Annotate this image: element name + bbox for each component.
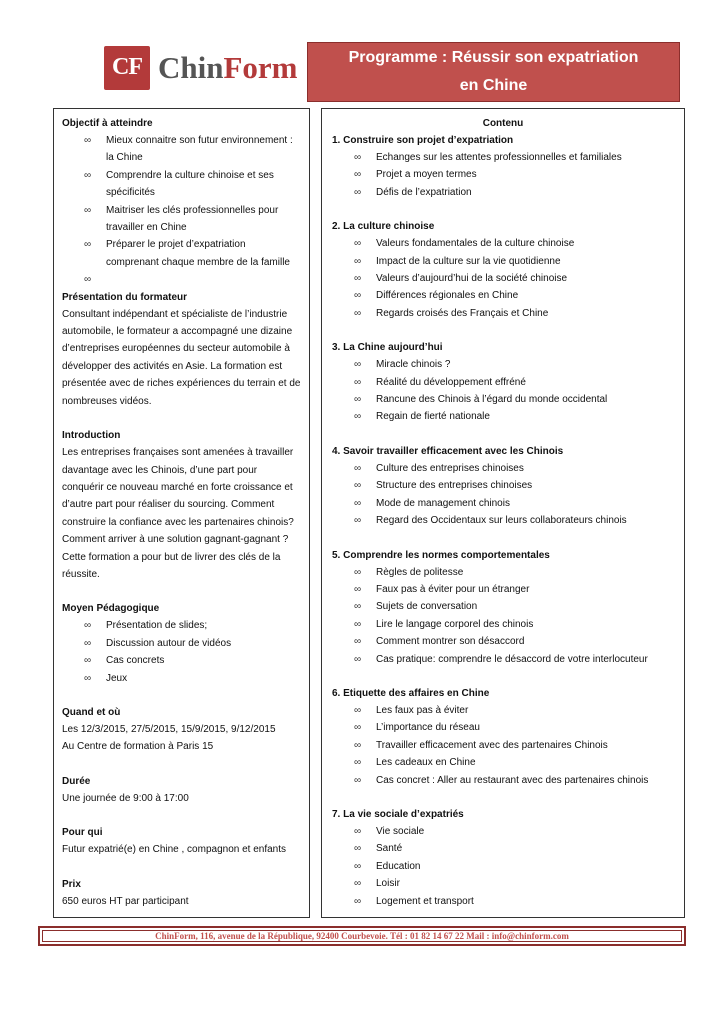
bullet-icon: ∞ <box>354 359 362 371</box>
list-item: ∞ Valeurs d’aujourd’hui de la société chinoise <box>332 270 674 287</box>
section-title: 2. La culture chinoise <box>332 221 435 233</box>
list-item: ∞ Travailler efficacement avec des partenaires Chinois <box>332 737 674 754</box>
list-item: ∞ Présentation de slides; <box>62 617 301 634</box>
list-item: ∞ Miracle chinois ? <box>332 356 674 373</box>
list-item: ∞ Santé <box>332 840 674 857</box>
list-item <box>62 271 301 288</box>
list-item: ∞ Les faux pas à éviter <box>332 702 674 719</box>
bullet-icon: ∞ <box>354 394 362 406</box>
list-item: ∞ Cas concret : Aller au restaurant avec des partenaires chinois <box>332 772 674 789</box>
bullet-icon: ∞ <box>354 376 362 388</box>
section-title: 7. La vie sociale d’expatriés <box>332 808 464 820</box>
list-item: ∞ Jeux <box>62 670 301 687</box>
bullet-icon: ∞ <box>354 480 362 492</box>
prix-text: 650 euros HT par participant <box>62 895 189 907</box>
bullet-icon: ∞ <box>84 655 92 667</box>
quand-heading: Quand et où <box>62 706 121 718</box>
bullet-icon: ∞ <box>354 618 362 630</box>
list-item: ∞ Valeurs fondamentales de la culture chinoise <box>332 235 674 252</box>
pourqui-heading: Pour qui <box>62 827 103 839</box>
bullet-icon: ∞ <box>354 722 362 734</box>
bullet-icon: ∞ <box>354 169 362 181</box>
list-item: ∞ Préparer le projet d’expatriation comprenant chaque membre de la famille <box>62 236 301 271</box>
bullet-icon: ∞ <box>84 620 92 632</box>
logo-name <box>158 50 298 86</box>
list-item: ∞ Cas concrets <box>62 652 301 669</box>
right-panel <box>321 108 685 918</box>
introduction-heading: Introduction <box>62 430 121 442</box>
contenu-heading: Contenu <box>482 118 524 129</box>
list-item: ∞ Comprendre la culture chinoise et ses spécificités <box>62 167 301 202</box>
quand-lieu: Au Centre de formation à Paris 15 <box>62 741 214 753</box>
logo <box>104 45 298 90</box>
bullet-icon: ∞ <box>354 583 362 595</box>
bullet-icon: ∞ <box>354 653 362 665</box>
list-item: ∞ Education <box>332 858 674 875</box>
list-item: ∞ Maitriser les clés professionnelles pour travailler en Chine <box>62 202 301 237</box>
logo-name-part2: Form <box>223 49 298 85</box>
list-item: ∞ Sujets de conversation <box>332 598 674 615</box>
introduction-text: Les entreprises françaises sont amenées à travailler davantage avec les Chinois, d’une part pour conquérir ce nouveau marché en forte croissance et d’autre part pour réaliser du sourcing. Comment construire la confiance avec les partenaires chinois? Comment arriver à une solution gagnant-gagnant ? Cette formation a pour but de livrer des clés de la réussite. <box>62 447 294 580</box>
section-list <box>332 564 674 668</box>
bullet-icon: ∞ <box>354 307 362 319</box>
list-item: ∞ Structure des entreprises chinoises <box>332 477 674 494</box>
list-item: ∞ Regards croisés des Français et Chine <box>332 305 674 322</box>
objectif-heading: Objectif à atteindre <box>62 118 153 129</box>
logo-mark: CF <box>104 46 150 90</box>
bullet-icon: ∞ <box>84 274 92 286</box>
bullet-icon: ∞ <box>354 704 362 716</box>
bullet-icon: ∞ <box>354 497 362 509</box>
section-title: 6. Etiquette des affaires en Chine <box>332 687 490 699</box>
bullet-icon: ∞ <box>354 757 362 769</box>
list-item: ∞ Vie sociale <box>332 823 674 840</box>
bullet-icon: ∞ <box>354 566 362 578</box>
list-item: ∞ Rancune des Chinois à l’égard du monde occidental <box>332 391 674 408</box>
list-item: ∞ Les cadeaux en Chine <box>332 754 674 771</box>
bullet-icon: ∞ <box>354 186 362 198</box>
list-item: ∞ Faux pas à éviter pour un étranger <box>332 581 674 598</box>
bullet-icon: ∞ <box>354 601 362 613</box>
bullet-icon: ∞ <box>84 204 92 216</box>
section-list <box>332 235 674 322</box>
list-item: ∞ Loisir <box>332 875 674 892</box>
bullet-icon: ∞ <box>354 895 362 907</box>
objectif-list <box>62 132 301 289</box>
section-list <box>332 356 674 426</box>
duree-text: Une journée de 9:00 à 17:00 <box>62 792 189 804</box>
formateur-heading: Présentation du formateur <box>62 291 188 303</box>
list-item: ∞ Réalité du développement effréné <box>332 374 674 391</box>
bullet-icon: ∞ <box>84 135 92 146</box>
bullet-icon: ∞ <box>354 462 362 474</box>
list-item: ∞ Regain de fierté nationale <box>332 408 674 425</box>
list-item: ∞ Discussion autour de vidéos <box>62 635 301 652</box>
bullet-icon: ∞ <box>354 825 362 837</box>
left-panel <box>53 108 310 918</box>
list-item: ∞ Echanges sur les attentes professionnelles et familiales <box>332 149 674 166</box>
list-item: ∞ L’importance du réseau <box>332 719 674 736</box>
bullet-icon: ∞ <box>84 637 92 649</box>
moyen-heading: Moyen Pédagogique <box>62 603 160 615</box>
list-item: ∞ Différences régionales en Chine <box>332 287 674 304</box>
page-title-line2: en Chine <box>459 77 528 94</box>
bullet-icon: ∞ <box>354 238 362 250</box>
pourqui-text: Futur expatrié(e) en Chine , compagnon et enfants <box>62 844 287 856</box>
moyen-list <box>62 617 301 687</box>
section-title: 4. Savoir travailler efficacement avec les Chinois <box>332 445 564 457</box>
bullet-icon: ∞ <box>354 878 362 890</box>
list-item: ∞ Culture des entreprises chinoises <box>332 460 674 477</box>
bullet-icon: ∞ <box>84 672 92 684</box>
section-title: 1. Construire son projet d’expatriation <box>332 135 514 146</box>
list-item: ∞ Logement et transport <box>332 893 674 910</box>
bullet-icon: ∞ <box>354 860 362 872</box>
list-item: ∞ Lire le langage corporel des chinois <box>332 616 674 633</box>
bullet-icon: ∞ <box>354 290 362 302</box>
formateur-text: Consultant indépendant et spécialiste de l’industrie automobile, le formateur a accompagné une dizaine d’entreprises européennes du secteur automobile à développer des activités en Asie. La formation est présentée avec de riches expériences du terrain et de nombreuses vidéos. <box>62 308 301 407</box>
section-title: 5. Comprendre les normes comportementales <box>332 549 550 561</box>
section-list <box>332 823 674 910</box>
bullet-icon: ∞ <box>354 273 362 285</box>
bullet-icon: ∞ <box>354 636 362 648</box>
section-list <box>332 702 674 789</box>
list-item: ∞ Défis de l’expatriation <box>332 184 674 201</box>
list-item: ∞ Cas pratique: comprendre le désaccord de votre interlocuteur <box>332 651 674 668</box>
list-item: ∞ Comment montrer son désaccord <box>332 633 674 650</box>
page-title-line1: Programme : Réussir son expatriation <box>348 49 639 66</box>
section-list <box>332 460 674 530</box>
bullet-icon: ∞ <box>354 774 362 786</box>
section-title: 3. La Chine aujourd’hui <box>332 342 443 354</box>
list-item: ∞ Projet a moyen termes <box>332 166 674 183</box>
quand-dates: Les 12/3/2015, 27/5/2015, 15/9/2015, 9/12/2015 <box>62 723 276 735</box>
bullet-icon: ∞ <box>354 152 362 163</box>
list-item: ∞ Regard des Occidentaux sur leurs collaborateurs chinois <box>332 512 674 529</box>
list-item: ∞ Mieux connaitre son futur environnement : la Chine <box>62 132 301 167</box>
bullet-icon: ∞ <box>354 255 362 267</box>
section-list <box>332 149 674 201</box>
bullet-icon: ∞ <box>84 169 92 181</box>
bullet-icon: ∞ <box>354 739 362 751</box>
bullet-icon: ∞ <box>84 239 92 251</box>
bullet-icon: ∞ <box>354 515 362 527</box>
list-item: ∞ Mode de management chinois <box>332 495 674 512</box>
logo-name-part1: Chin <box>158 49 224 85</box>
bullet-icon: ∞ <box>354 411 362 423</box>
prix-heading: Prix <box>62 878 81 890</box>
footer-text: ChinForm, 116, avenue de la République, 92400 Courbevoie. Tél : 01 82 14 67 22 Mail : info@chinform.com <box>42 930 682 942</box>
contenu-sections <box>332 132 674 910</box>
list-item: ∞ Impact de la culture sur la vie quotidienne <box>332 253 674 270</box>
bullet-icon: ∞ <box>354 843 362 855</box>
footer <box>38 926 686 946</box>
list-item: ∞ Règles de politesse <box>332 564 674 581</box>
page-title <box>307 42 680 102</box>
duree-heading: Durée <box>62 775 91 787</box>
